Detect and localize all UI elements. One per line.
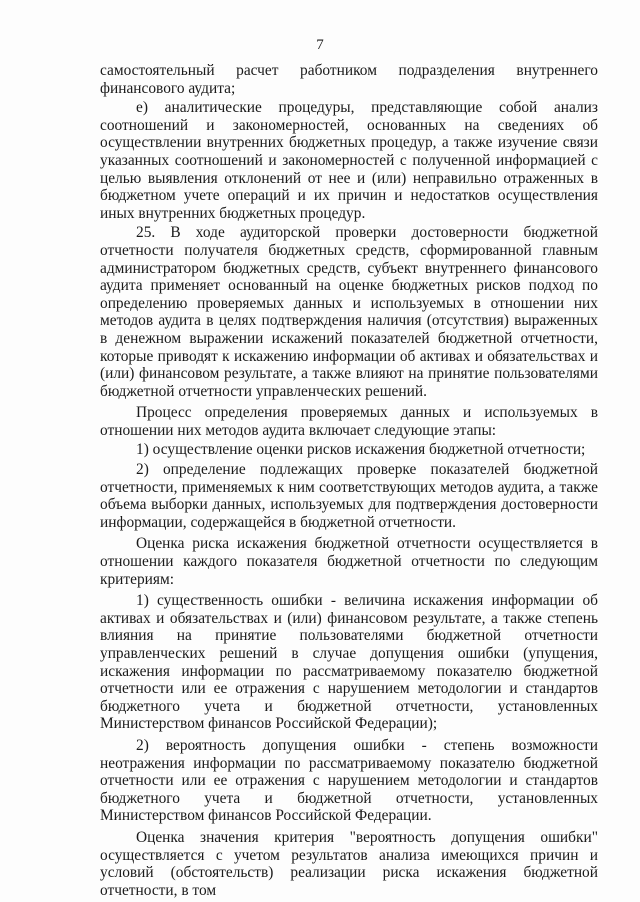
paragraph-risk-assessment: Оценка риска искажения бюджетной отчетности осуществляется в отношении каждого показателя бюджетной отчетности по следующим критериям:: [100, 535, 598, 588]
list-item-stage-1: 1) осуществление оценки рисков искажения бюджетной отчетности;: [136, 441, 586, 459]
paragraph-section-25: 25. В ходе аудиторской проверки достоверности бюджетной отчетности получателя бюджетных средств, сформированной главным администратором бюджетных средств, субъект внутреннего финансового аудита применяет основанный на оценке бюджетных рисков подход по определению проверяемых данных и используемых в отношении них методов аудита в целях подтверждения наличия (отсутствия) выраженных в денежном выражении искажений показателей бюджетной отчетности, которые приводят к искажению информации об активах и обязательствах и (или) финансовом результате, а также влияют на принятие пользователями бюджетной отчетности управленческих решений.: [100, 224, 598, 400]
paragraph-item-e: е) аналитические процедуры, представляющие собой анализ соотношений и закономерностей, основанных на сведениях об осуществлении внутренних бюджетных процедур, а также изучение связи указанных соотношений и закономерностей с полученной информацией с целью выявления отклонений от нее и (или) неправильно отраженных в бюджетном учете операций и их причин и недостатков осуществления иных внутренних бюджетных процедур.: [100, 99, 598, 222]
list-item-stage-2: 2) определение подлежащих проверке показателей бюджетной отчетности, применяемых к ним соответствующих методов аудита, а также объема выборки данных, используемых для подтверждения достоверности информации, содержащейся в бюджетной отчетности.: [100, 461, 598, 531]
paragraph-continuation: самостоятельный расчет работником подразделения внутреннего финансового аудита;: [100, 62, 598, 97]
page-number: 7: [316, 37, 324, 53]
list-item-criterion-1: 1) существенность ошибки - величина искажения информации об активах и обязательствах и (или) финансовом результате, а также степень влияния на принятие пользователями бюджетной отчетности управленческих решений в случае допущения ошибки (упущения, искажения информации по рассматриваемому показателю бюджетной отчетности или ее отражения с нарушением методологии и стандартов бюджетного учета и бюджетной отчетности, установленных Министерством финансов Российской Федерации);: [100, 592, 598, 733]
document-body: [100, 62, 598, 899]
paragraph-probability-assessment: Оценка значения критерия "вероятность допущения ошибки" осуществляется с учетом результатов анализа имеющихся причин и условий (обстоятельств) реализации риска искажения бюджетной отчетности, в том: [100, 828, 598, 899]
list-item-criterion-2: 2) вероятность допущения ошибки - степень возможности неотражения информации по рассматриваемому показателю бюджетной отчетности или ее отражения с нарушением методологии и стандартов бюджетного учета и бюджетной отчетности, установленных Министерством финансов Российской Федерации.: [100, 736, 598, 825]
paragraph-process-intro: Процесс определения проверяемых данных и используемых в отношении них методов аудита включает следующие этапы:: [100, 404, 598, 439]
